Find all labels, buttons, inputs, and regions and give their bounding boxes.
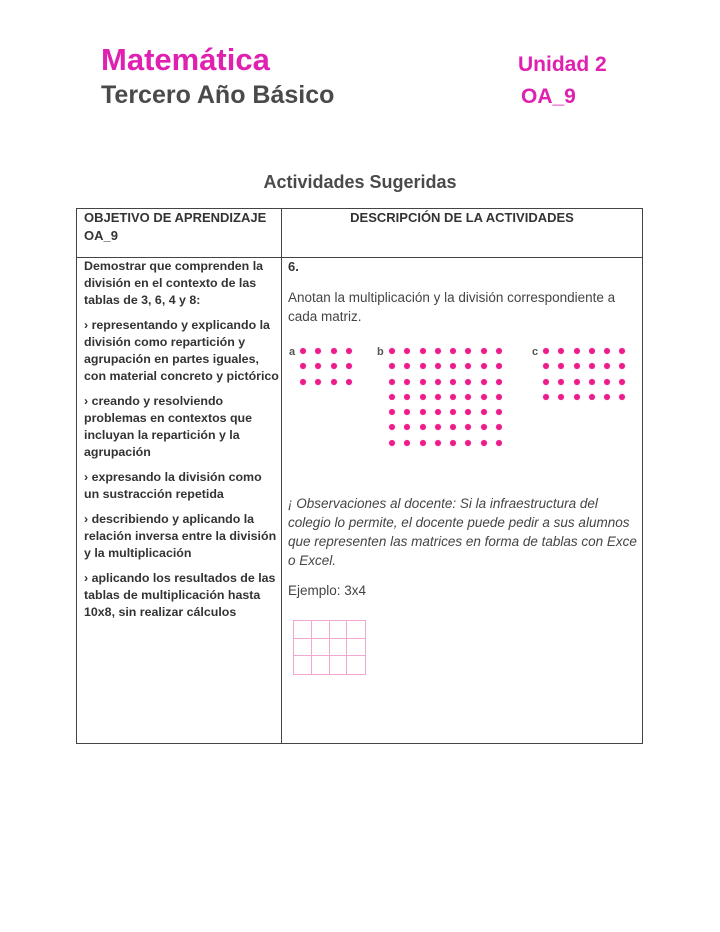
dot-icon: [331, 348, 346, 363]
dot-icon: [496, 440, 511, 455]
dot-icon: [574, 348, 589, 363]
dot-icon: [589, 348, 604, 363]
unit-label: Unidad 2: [518, 53, 607, 76]
objective-item: › creando y resolviendo problemas en contextos que incluyan la repartición y la agrupación: [84, 394, 252, 459]
grid-cell: [330, 621, 348, 639]
dot-icon: [389, 363, 404, 378]
dot-icon: [346, 363, 361, 378]
dot-icon: [404, 440, 419, 455]
grid-cell: [312, 639, 330, 657]
grid-cell: [330, 656, 348, 674]
dot-icon: [574, 379, 589, 394]
dot-icon: [404, 348, 419, 363]
dot-icon: [389, 424, 404, 439]
dot-icon: [389, 379, 404, 394]
matrix-c-dots: [543, 348, 635, 409]
dot-icon: [465, 363, 480, 378]
dot-icon: [450, 394, 465, 409]
matrix-c-label: c: [532, 346, 539, 358]
dot-icon: [435, 348, 450, 363]
dot-icon: [574, 394, 589, 409]
dot-icon: [496, 394, 511, 409]
dot-icon: [465, 348, 480, 363]
dot-icon: [496, 363, 511, 378]
dot-icon: [420, 440, 435, 455]
dot-icon: [450, 379, 465, 394]
dot-icon: [420, 394, 435, 409]
dot-icon: [315, 363, 330, 378]
header-description: DESCRIPCIÓN DE LA ACTIVIDADES: [350, 210, 574, 225]
objective-item: › expresando la división como un sustracción repetida: [84, 470, 262, 501]
dot-icon: [435, 409, 450, 424]
objective-column: [84, 258, 280, 629]
objective-item: › aplicando los resultados de las tablas de multiplicación hasta 10x8, sin realizar cálculos: [84, 571, 276, 619]
dot-icon: [543, 363, 558, 378]
dot-icon: [450, 363, 465, 378]
activity-number: 6.: [288, 259, 299, 274]
dot-icon: [558, 363, 573, 378]
dot-icon: [435, 379, 450, 394]
dot-icon: [315, 348, 330, 363]
dot-icon: [604, 379, 619, 394]
dot-icon: [315, 379, 330, 394]
dot-icon: [435, 394, 450, 409]
dot-icon: [481, 363, 496, 378]
dot-icon: [300, 348, 315, 363]
grid-cell: [347, 656, 365, 674]
dot-icon: [450, 440, 465, 455]
dot-icon: [496, 348, 511, 363]
dot-icon: [300, 379, 315, 394]
grid-cell: [347, 639, 365, 657]
dot-icon: [420, 348, 435, 363]
dot-icon: [496, 409, 511, 424]
dot-icon: [481, 394, 496, 409]
dot-icon: [481, 424, 496, 439]
dot-icon: [558, 348, 573, 363]
dot-icon: [543, 379, 558, 394]
dot-icon: [481, 409, 496, 424]
dot-icon: [558, 394, 573, 409]
section-title: Actividades Sugeridas: [263, 172, 457, 192]
example-label: Ejemplo: 3x4: [288, 583, 367, 598]
dot-icon: [404, 409, 419, 424]
dot-icon: [435, 363, 450, 378]
subject-title: Matemática: [101, 42, 270, 77]
header-objective: OBJETIVO DE APRENDIZAJE OA_9: [84, 210, 267, 243]
column-divider: [281, 209, 282, 743]
dot-icon: [465, 440, 480, 455]
grid-cell: [312, 656, 330, 674]
example-grid-3x4: [293, 620, 366, 675]
grid-cell: [294, 639, 312, 657]
dot-icon: [604, 394, 619, 409]
dot-icon: [450, 409, 465, 424]
objective-item: › describiendo y aplicando la relación inversa entre la división y la multiplicación: [84, 512, 277, 560]
dot-icon: [496, 424, 511, 439]
dot-icon: [389, 409, 404, 424]
dot-icon: [435, 440, 450, 455]
dot-icon: [604, 348, 619, 363]
dot-icon: [420, 379, 435, 394]
dot-icon: [589, 394, 604, 409]
dot-icon: [331, 363, 346, 378]
dot-icon: [346, 348, 361, 363]
dot-icon: [389, 440, 404, 455]
dot-icon: [420, 409, 435, 424]
matrix-b-dots: [389, 348, 511, 455]
dot-icon: [481, 379, 496, 394]
dot-icon: [465, 394, 480, 409]
dot-icon: [465, 424, 480, 439]
objective-code: OA_9: [521, 85, 576, 108]
dot-icon: [404, 394, 419, 409]
grid-cell: [294, 656, 312, 674]
dot-icon: [404, 363, 419, 378]
matrix-a-label: a: [289, 346, 296, 358]
grade-title: Tercero Año Básico: [101, 81, 335, 109]
dot-icon: [389, 394, 404, 409]
dot-icon: [481, 348, 496, 363]
dot-icon: [420, 363, 435, 378]
grid-cell: [294, 621, 312, 639]
matrix-b-label: b: [377, 346, 384, 358]
dot-icon: [389, 348, 404, 363]
matrix-a-dots: [300, 348, 361, 394]
teacher-observation: ¡ Observaciones al docente: Si la infraestructura del colegio lo permite, el docente puede pedir a sus alumnos que representen las matrices en forma de tablas con Exce o Excel.: [288, 496, 637, 568]
objective-item: › representando y explicando la división como repartición y agrupación en partes iguales, con material concreto y pictórico: [84, 318, 279, 383]
objective-intro: Demostrar que comprenden la división en el contexto de las tablas de 3, 6, 4 y 8:: [84, 259, 264, 307]
dot-icon: [465, 409, 480, 424]
dot-icon: [300, 363, 315, 378]
dot-icon: [543, 394, 558, 409]
dot-icon: [619, 379, 634, 394]
dot-icon: [589, 379, 604, 394]
grid-cell: [312, 621, 330, 639]
dot-icon: [496, 379, 511, 394]
dot-icon: [619, 363, 634, 378]
dot-icon: [481, 440, 496, 455]
dot-icon: [404, 379, 419, 394]
dot-icon: [450, 424, 465, 439]
dot-icon: [346, 379, 361, 394]
dot-icon: [558, 379, 573, 394]
dot-icon: [574, 363, 589, 378]
dot-icon: [435, 424, 450, 439]
grid-cell: [347, 621, 365, 639]
grid-cell: [330, 639, 348, 657]
dot-icon: [619, 394, 634, 409]
dot-icon: [619, 348, 634, 363]
activity-instruction: Anotan la multiplicación y la división correspondiente a cada matriz.: [288, 290, 616, 324]
dot-icon: [543, 348, 558, 363]
dot-icon: [331, 379, 346, 394]
dot-icon: [404, 424, 419, 439]
dot-icon: [465, 379, 480, 394]
dot-icon: [450, 348, 465, 363]
dot-icon: [589, 363, 604, 378]
dot-icon: [604, 363, 619, 378]
dot-icon: [420, 424, 435, 439]
